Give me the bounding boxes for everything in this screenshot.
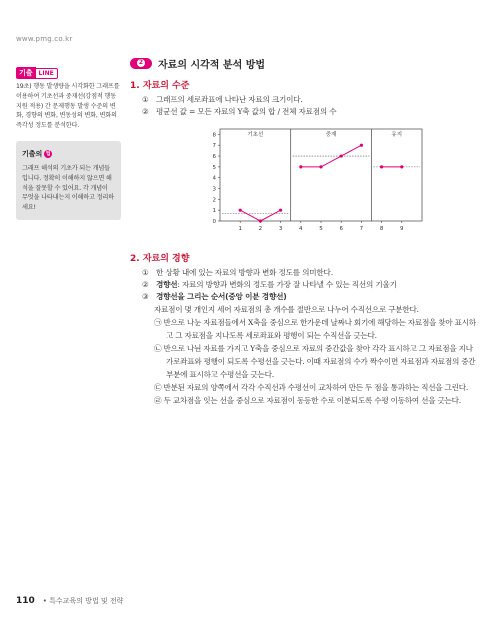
item-mark: ② xyxy=(142,107,149,116)
tag-label: 기출 xyxy=(16,67,36,79)
x-tick-label: 5 xyxy=(319,226,323,232)
item-label: 경향선을 그리는 순서(중앙 이분 경향선) xyxy=(156,292,287,301)
trend-intro: 자료점이 몇 개인지 세어 자료점의 총 개수를 절반으로 나누어 수직선으로 구분한다. xyxy=(154,305,419,314)
tip-title xyxy=(22,149,115,159)
section-badge xyxy=(130,58,152,69)
y-tick-label: 1 xyxy=(212,208,216,215)
page-number: 110 xyxy=(16,596,35,606)
item-mark: ① xyxy=(142,95,149,104)
level-item xyxy=(142,106,480,118)
x-tick-label: 4 xyxy=(299,226,303,232)
data-point xyxy=(279,209,282,212)
data-point xyxy=(239,209,242,212)
main-content xyxy=(130,56,480,407)
x-tick-label: 8 xyxy=(379,226,384,232)
y-tick-label: 7 xyxy=(212,143,216,150)
step-text: 반으로 나뉜 자료를 가지고 Y축을 중심으로 자료의 중간값을 찾아 각각 표시하고 그 자료점을 지나 가로좌표와 평행이 되도록 수평선을 긋는다. 이때 자료점의 수가 짝수이면 자료점과 자료점의 중간부분에 표시하고 수평선을 긋는다. xyxy=(163,344,476,379)
chart-frame xyxy=(220,129,422,221)
x-tick-label: 7 xyxy=(359,226,364,232)
item-text: 한 상황 내에 있는 자료의 방향과 변화 정도를 의미한다. xyxy=(156,268,333,277)
trend-item xyxy=(142,267,480,279)
series-line xyxy=(240,210,280,221)
y-tick-label: 0 xyxy=(212,219,216,225)
item-text: : 자료의 방향과 변화의 정도를 가장 잘 나타낼 수 있는 직선의 기울기 xyxy=(177,280,397,289)
trend-item xyxy=(142,291,480,303)
site-url: www.pmg.co.kr xyxy=(16,35,73,43)
section-number: 2 xyxy=(138,59,144,66)
trend-step xyxy=(154,342,480,381)
trend-step xyxy=(154,381,480,394)
x-tick-label: 9 xyxy=(400,226,404,232)
y-tick-label: 4 xyxy=(212,175,216,182)
step-mark: ㉢ xyxy=(154,383,162,392)
level-heading: 1. 자료의 수준 xyxy=(130,81,190,91)
step-mark: ㉣ xyxy=(154,396,162,405)
page-footer xyxy=(16,596,123,606)
item-label: 경향선 xyxy=(156,280,178,289)
item-mark: ② xyxy=(142,280,149,289)
section-header xyxy=(130,56,480,70)
data-point xyxy=(380,165,383,168)
tag-line: LINE xyxy=(36,68,58,79)
sidebar xyxy=(16,60,121,220)
y-tick-label: 6 xyxy=(212,154,216,161)
item-mark: ① xyxy=(142,268,149,277)
item-text: 평균선 값 = 모든 자료의 Y축 값의 합 / 전체 자료점의 수 xyxy=(156,107,337,116)
step-text: 반분된 자료의 양쪽에서 각각 수직선과 수평선이 교차하여 만든 두 점을 통과하는 직선을 그린다. xyxy=(163,383,468,392)
tip-title-label: 기출의 xyxy=(22,149,43,158)
y-tick-label: 5 xyxy=(212,164,216,171)
data-point xyxy=(299,165,302,168)
chart-svg xyxy=(198,123,430,237)
phase-label: 기초선 xyxy=(247,132,264,138)
phase-label: 중재 xyxy=(325,132,337,138)
y-tick-label: 8 xyxy=(212,132,216,139)
data-point xyxy=(319,165,322,168)
data-point xyxy=(400,165,403,168)
x-tick-label: 6 xyxy=(339,226,343,232)
x-tick-label: 1 xyxy=(238,226,242,232)
data-point xyxy=(340,154,343,157)
trend-item xyxy=(142,279,480,291)
book-title: • 특수교육의 방법 및 전략 xyxy=(42,597,124,605)
tip-badge-icon: 팁 xyxy=(45,150,51,157)
data-point xyxy=(360,144,363,147)
section-title: 자료의 시각적 분석 방법 xyxy=(158,59,266,71)
level-chart xyxy=(198,123,430,237)
data-point xyxy=(259,219,262,222)
tip-box xyxy=(16,141,121,220)
y-tick-label: 2 xyxy=(212,197,216,204)
step-mark: ㉠ xyxy=(154,318,162,327)
phase-label: 유지 xyxy=(391,132,403,138)
sidebar-exam-note: 19초) 행동 발생량을 시각화한 그래프를 이용하여 기초선과 중재선(강점적 행동지원 적용) 간 문제행동 발생 수준의 변화, 경향의 변화, 변동성의 변화, 변화의 즉각성 정도를 분석한다. xyxy=(16,83,120,130)
step-text: 두 교차점을 잇는 선을 중심으로 자료점이 동등한 수로 이분되도록 수평 이동하여 선을 긋는다. xyxy=(163,396,461,405)
trend-step xyxy=(154,394,480,407)
tip-text: 그래프 해석의 기초가 되는 개념들입니다. 정확히 이해하지 않으면 해석을 잘못할 수 있어요. 각 개념이 무엇을 나타내는지 이해하고 정리하세요! xyxy=(22,164,114,212)
x-tick-label: 2 xyxy=(258,226,263,232)
y-tick-label: 3 xyxy=(212,186,216,193)
exam-line-tag xyxy=(16,67,58,79)
trend-step xyxy=(154,316,480,342)
trend-heading: 2. 자료의 경향 xyxy=(130,254,190,264)
item-mark: ③ xyxy=(142,292,149,301)
x-tick-label: 3 xyxy=(278,226,283,232)
level-item xyxy=(142,94,480,106)
step-text: 반으로 나눈 자료점들에서 X축을 중심으로 한가운데 날짜나 회기에 해당하는 자료점을 찾아 표시하고 그 자료점을 지나도록 세로좌표와 평행이 되는 수직선을 긋는다. xyxy=(163,318,476,340)
item-text: 그래프의 세로좌표에 나타난 자료의 크기이다. xyxy=(156,95,303,104)
step-mark: ㉡ xyxy=(154,344,162,353)
